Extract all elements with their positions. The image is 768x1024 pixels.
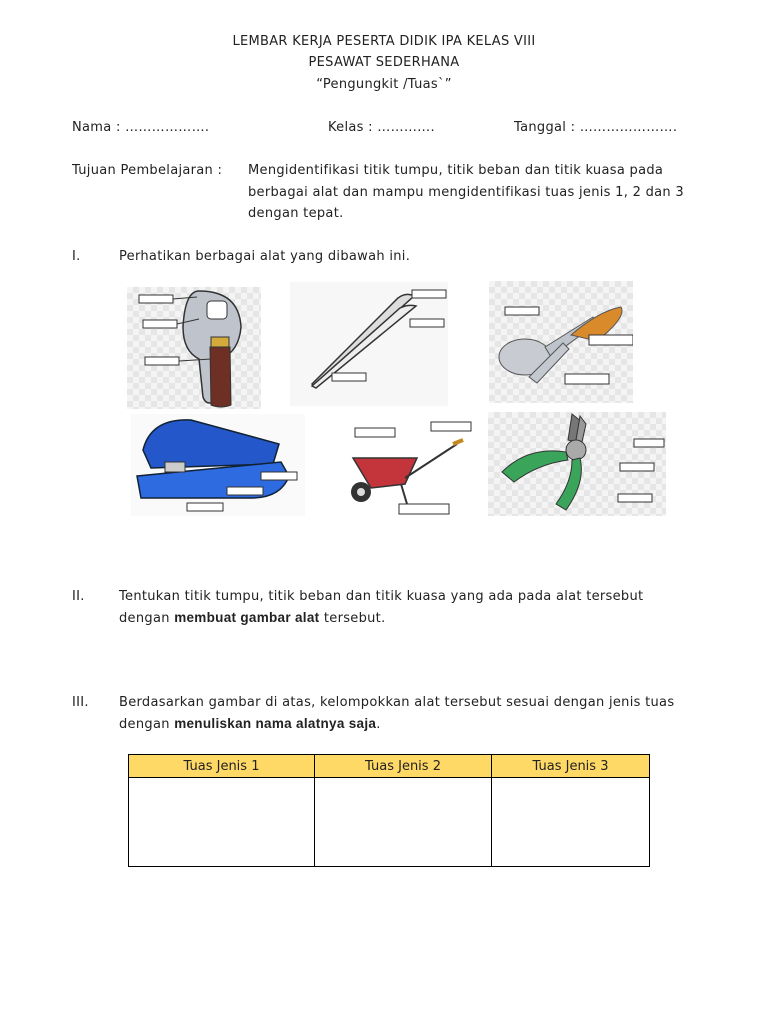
section-1-text: Perhatikan berbagai alat yang dibawah ini. bbox=[119, 249, 411, 264]
tuas-jenis-2-cell[interactable] bbox=[315, 778, 492, 867]
pliers-icon bbox=[488, 412, 666, 516]
spoon-fork-icon bbox=[489, 281, 633, 403]
section-3-line-1: Berdasarkan gambar di atas, kelompokkan alat tersebut sesuai dengan jenis tuas bbox=[119, 695, 675, 710]
bottle-opener-icon bbox=[127, 287, 261, 409]
tujuan-line-1: Mengidentifikasi titik tumpu, titik beban dan titik kuasa pada bbox=[248, 163, 664, 178]
bottle-opener-image bbox=[127, 287, 261, 409]
section-2-line-1: Tentukan titik tumpu, titik beban dan titik kuasa yang ada pada alat tersebut bbox=[119, 589, 644, 604]
tujuan-line-2: berbagai alat dan mampu mengidentifikasi tuas jenis 1, 2 dan 3 bbox=[248, 185, 684, 200]
section-1-number: I. bbox=[72, 249, 81, 264]
tanggal-field: Tanggal : …………………. bbox=[514, 120, 678, 135]
pliers-image bbox=[488, 412, 666, 516]
tujuan-label: Tujuan Pembelajaran : bbox=[72, 163, 223, 178]
title-line-1: LEMBAR KERJA PESERTA DIDIK IPA KELAS VIII bbox=[232, 34, 536, 49]
tuas-jenis-3-header: Tuas Jenis 3 bbox=[492, 755, 650, 778]
title-line-2: PESAWAT SEDERHANA bbox=[308, 55, 460, 70]
tujuan-line-3: dengan tepat. bbox=[248, 206, 344, 221]
stapler-image bbox=[131, 414, 305, 516]
tuas-jenis-1-cell[interactable] bbox=[129, 778, 315, 867]
section-3-number: III. bbox=[72, 695, 89, 710]
section-2-line-2: dengan membuat gambar alat tersebut. bbox=[119, 610, 386, 626]
tuas-jenis-3-cell[interactable] bbox=[492, 778, 650, 867]
tuas-jenis-2-header: Tuas Jenis 2 bbox=[315, 755, 492, 778]
section-3-line-2: dengan menuliskan nama alatnya saja. bbox=[119, 716, 381, 732]
stapler-icon bbox=[131, 414, 305, 516]
title-line-3: “Pengungkit /Tuas`” bbox=[316, 77, 452, 92]
tuas-jenis-1-header: Tuas Jenis 1 bbox=[129, 755, 315, 778]
wheelbarrow-icon bbox=[347, 414, 475, 518]
tuas-table bbox=[128, 754, 650, 867]
spoon-fork-image bbox=[489, 281, 633, 403]
tweezers-icon bbox=[290, 282, 448, 406]
wheelbarrow-image bbox=[347, 414, 475, 518]
tweezers-image bbox=[290, 282, 448, 406]
nama-field: Nama : ………………. bbox=[72, 120, 210, 135]
kelas-field: Kelas : …………. bbox=[328, 120, 435, 135]
section-2-number: II. bbox=[72, 589, 85, 604]
